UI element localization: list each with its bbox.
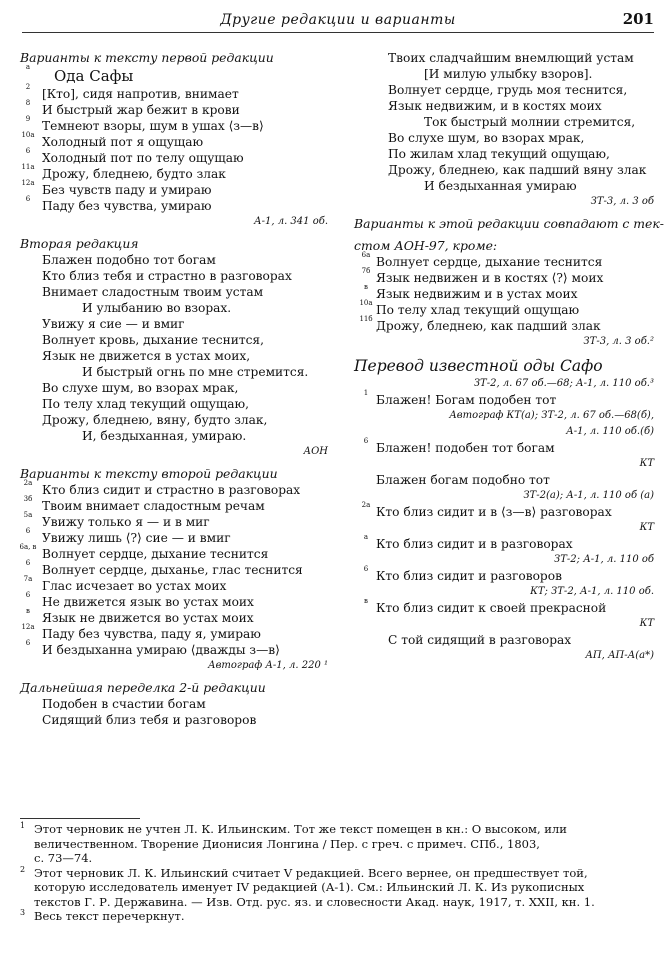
line-variant-marker: 12а — [21, 623, 35, 631]
source-reference: А-1, л. 110 об.(б) — [566, 426, 654, 437]
verse-line — [354, 472, 654, 488]
verse-line — [20, 380, 328, 396]
footnote-rule — [20, 818, 140, 819]
verse-text: Блажен подобно тот богам — [42, 253, 216, 267]
verse-text: Внимает сладостным твоим устам — [42, 285, 264, 299]
footnote-line: с. 73—74. — [34, 851, 93, 865]
footnote — [20, 909, 656, 924]
verse-line — [354, 178, 654, 194]
verse-line — [20, 623, 328, 642]
verse-text: Увижу лишь ⟨?⟩ сие — и вмиг — [42, 531, 231, 545]
line-variant-marker: 12а — [21, 179, 35, 187]
verse-line — [20, 332, 328, 348]
line-variant-marker: 6 — [25, 639, 31, 647]
source-reference: КТ; ЗТ-2, А-1, л. 110 об. — [530, 586, 654, 597]
verse-text: И, бездыханная, умираю. — [82, 429, 247, 443]
verse-line — [354, 283, 654, 302]
verse-line — [20, 284, 328, 300]
line-variant-marker: а — [363, 533, 369, 541]
verse-line — [354, 146, 654, 162]
verse-line — [354, 114, 654, 130]
footnote-line: текстов Г. Р. Державина. — Изв. Отд. рус. яз. и словесности Акад. наук, 1917, т. XXII, кн. 1. — [34, 894, 595, 909]
line-variant-marker: 6 — [25, 195, 31, 203]
verse-text: Увижу только я — и в миг — [42, 515, 210, 529]
verse-line — [354, 82, 654, 98]
verse-line — [20, 195, 328, 214]
verse-line — [354, 315, 654, 334]
verse-line — [20, 268, 328, 284]
line-variant-marker: 8 — [25, 99, 31, 107]
line-variant-marker: 6 — [25, 527, 31, 535]
line-variant-marker: 11а — [21, 163, 35, 171]
verse-line — [20, 252, 328, 268]
verse-text: Кто близ сидит и в разговорах — [376, 537, 573, 551]
verse-line — [354, 389, 654, 408]
line-variant-marker: 10а — [21, 131, 35, 139]
verse-line — [354, 437, 654, 456]
line-variant-marker: а — [25, 63, 31, 71]
section-heading: Варианты к этой редакции совпадают с тек- — [354, 216, 664, 231]
source-reference: ЗТ-3, л. 3 об — [590, 196, 654, 207]
verse-text: И улыбанию во взорах. — [82, 301, 232, 315]
source-reference: ЗТ-2, л. 67 об.—68; А-1, л. 110 об.³ — [473, 378, 654, 389]
footnotes — [20, 818, 656, 924]
source-reference: КТ — [639, 458, 654, 469]
verse-text: Сидящий близ тебя и разговоров — [42, 713, 257, 727]
section-heading: стом АОН-97, кроме: — [354, 238, 498, 253]
footnote-line: Этот черновик не учтен Л. К. Ильинским. Тот же текст помещен в кн.: О высоком, или — [34, 822, 567, 836]
source-reference: ЗТ-2(а); А-1, л. 110 об (а) — [523, 490, 654, 501]
source-reference: АОН — [303, 446, 328, 457]
verse-line — [20, 607, 328, 626]
verse-text: Блажен! подобен тот богам — [376, 441, 555, 455]
verse-line — [20, 348, 328, 364]
source-reference: АП, АП-А(а*) — [585, 650, 654, 661]
source-reference: ЗТ-3, л. 3 об.² — [583, 336, 654, 347]
verse-text: Паду без чувства, паду я, умираю — [42, 627, 261, 641]
verse-text: Во слухе шум, во взорах мрак, — [388, 131, 585, 145]
verse-line — [20, 83, 328, 102]
verse-text: Волнует сердце, грудь моя теснится, — [388, 83, 628, 97]
verse-text: Подобен в счастии богам — [42, 697, 206, 711]
verse-line — [20, 396, 328, 412]
line-variant-marker: 1 — [363, 389, 369, 397]
line-variant-marker: 2а — [361, 501, 371, 509]
footnote-line: Весь текст перечеркнут. — [34, 909, 185, 923]
verse-line — [354, 597, 654, 616]
line-variant-marker: в — [364, 283, 368, 291]
verse-line — [20, 412, 328, 428]
verse-line — [354, 565, 654, 584]
verse-text: Кто близ сидит к своей прекрасной — [376, 601, 607, 615]
verse-text: Дрожу, бледнею, как падший вяну злак — [388, 163, 647, 177]
verse-text: Волнует кровь, дыхание теснится, — [42, 333, 264, 347]
verse-text: Кто близ сидит и разговоров — [376, 569, 562, 583]
verse-text: И быстрый огнь по мне стремится. — [82, 365, 309, 379]
line-variant-marker: 6а — [361, 251, 371, 259]
verse-line — [354, 98, 654, 114]
footnote — [20, 822, 656, 866]
source-reference: ЗТ-2; А-1, л. 110 об — [554, 554, 654, 565]
verse-text: Блажен! Богам подобен тот — [376, 393, 557, 407]
line-variant-marker: 10а — [359, 299, 373, 307]
verse-text: По жилам хлад текущий ощущаю, — [388, 147, 610, 161]
line-variant-marker: 2а — [23, 479, 33, 487]
verse-text: С той сидящий в разговорах — [388, 633, 572, 647]
verse-text: Кто близ сидит и страстно в разговорах — [42, 483, 301, 497]
verse-text: И бездыханна умираю ⟨дважды з—в⟩ — [42, 643, 280, 657]
verse-text: Не движется язык во устах моих — [42, 595, 254, 609]
verse-text: Холодный пот по телу ощущаю — [42, 151, 244, 165]
verse-line — [354, 162, 654, 178]
line-variant-marker: 5а — [23, 511, 33, 519]
verse-text: И быстрый жар бежит в крови — [42, 103, 240, 117]
footnote-number: 1 — [20, 821, 26, 830]
verse-text: Твоим внимает сладостным речам — [42, 499, 265, 513]
line-variant-marker: 7а — [23, 575, 33, 583]
verse-text: Темнеют взоры, шум в ушах ⟨з—в⟩ — [42, 119, 264, 133]
verse-text: Ток быстрый молнии стремится, — [424, 115, 636, 129]
verse-text: Дрожу, бледнею, вяну, будто злак, — [42, 413, 268, 427]
line-variant-marker: 6 — [25, 591, 31, 599]
source-reference: Автограф КТ(а); ЗТ-2, л. 67 об.—68(б), — [449, 410, 654, 421]
verse-text: Твоих сладчайшим внемлющий устам — [388, 51, 634, 65]
verse-line — [20, 591, 328, 610]
verse-text: Волнует сердце, дыхание теснится — [376, 255, 603, 269]
verse-line — [20, 179, 328, 198]
verse-line — [20, 147, 328, 166]
verse-text: Кто близ сидит и в ⟨з—в⟩ разговорах — [376, 505, 612, 519]
verse-line — [20, 115, 328, 134]
right-column — [354, 50, 664, 664]
verse-line — [354, 50, 654, 66]
line-variant-marker: 6 — [363, 565, 369, 573]
source-reference: КТ — [639, 618, 654, 629]
verse-line — [20, 639, 328, 658]
source-reference: Автограф А-1, л. 220 ¹ — [208, 660, 328, 671]
verse-line — [20, 712, 328, 728]
line-variant-marker: 6 — [363, 437, 369, 445]
verse-text: Волнует сердце, дыхание теснится — [42, 547, 269, 561]
verse-line — [20, 163, 328, 182]
line-variant-marker: 7б — [361, 267, 371, 275]
verse-line — [354, 501, 654, 520]
verse-text: По телу хлад текущий ощущаю — [376, 303, 580, 317]
verse-line — [20, 511, 328, 530]
verse-line — [20, 527, 328, 546]
verse-line — [354, 251, 654, 270]
verse-text: Кто близ тебя и страстно в разговорах — [42, 269, 292, 283]
verse-text: Блажен богам подобно тот — [376, 473, 550, 487]
line-variant-marker: 6а, в — [19, 543, 37, 551]
verse-text: Ода Сафы — [54, 67, 134, 85]
verse-line — [20, 300, 328, 316]
line-variant-marker: в — [364, 597, 368, 605]
verse-line — [20, 495, 328, 514]
section-heading: Варианты к тексту первой редакции — [20, 50, 274, 65]
line-variant-marker: 6 — [25, 559, 31, 567]
running-head-title: Другие редакции и варианты — [220, 12, 456, 28]
line-variant-marker: 3б — [23, 495, 33, 503]
verse-text: Язык не движется в устах моих, — [42, 349, 251, 363]
verse-line — [20, 131, 328, 150]
footnote-number: 2 — [20, 864, 26, 874]
section-heading: Дальнейшая переделка 2-й редакции — [20, 680, 266, 695]
verse-text: Дрожу, бледнею, как падший злак — [376, 319, 601, 333]
verse-text: Паду без чувства, умираю — [42, 199, 212, 213]
verse-line — [20, 99, 328, 118]
footnote-line: величественном. Творение Дионисия Лонгина / Пер. с греч. с примеч. СПб., 1803, — [34, 836, 540, 851]
verse-text: И бездыханная умираю — [424, 179, 577, 193]
verse-line — [20, 479, 328, 498]
verse-line — [19, 543, 328, 562]
running-head — [22, 10, 654, 33]
footnote-number: 3 — [20, 908, 26, 917]
footnote-line: Этот черновик Л. К. Ильинский считает V редакцией. Всего вернее, он предшествует той, — [34, 865, 588, 880]
footnote — [20, 866, 656, 910]
verse-text: Язык не движется во устах моих — [42, 611, 254, 625]
source-reference: КТ — [639, 522, 654, 533]
verse-text: По телу хлад текущий ощущаю, — [42, 397, 249, 411]
verse-text: Волнует сердце, дыханье, глас теснится — [42, 563, 303, 577]
verse-text: [И милую улыбку взоров]. — [424, 67, 593, 81]
section-heading: Варианты к тексту второй редакции — [20, 466, 278, 481]
line-variant-marker: 2 — [25, 83, 31, 91]
verse-line — [354, 632, 654, 648]
verse-text: Язык недвижим, и в костях моих — [388, 99, 602, 113]
verse-text: Увижу я сие — и вмиг — [42, 317, 185, 331]
verse-line — [20, 364, 328, 380]
verse-line — [354, 533, 654, 552]
section-heading: Перевод известной оды Сафо — [354, 357, 603, 375]
verse-line — [20, 696, 328, 712]
verse-line — [20, 575, 328, 594]
verse-text: Язык недвижим и в устах моих — [376, 287, 578, 301]
left-column — [20, 50, 328, 728]
line-variant-marker: в — [26, 607, 30, 615]
verse-line — [20, 63, 328, 86]
section-heading: Вторая редакция — [20, 236, 139, 251]
footnote-line: которую исследователь именует IV редакцией (А-1). См.: Ильинский Л. К. Из рукописных — [34, 880, 585, 894]
line-variant-marker: 11б — [359, 315, 373, 323]
verse-text: Холодный пот я ощущаю — [42, 135, 204, 149]
verse-text: [Кто], сидя напротив, внимает — [42, 87, 239, 101]
verse-line — [20, 559, 328, 578]
verse-line — [20, 428, 328, 444]
verse-line — [354, 66, 654, 82]
verse-text: Без чувств паду и умираю — [42, 183, 212, 197]
line-variant-marker: 6 — [25, 147, 31, 155]
verse-text: Глас исчезает во устах моих — [42, 579, 227, 593]
verse-text: Дрожу, бледнею, будто злак — [42, 167, 226, 181]
verse-line — [354, 130, 654, 146]
source-reference: А-1, л. 341 об. — [254, 216, 328, 227]
verse-line — [20, 316, 328, 332]
line-variant-marker: 9 — [25, 115, 31, 123]
page-number: 201 — [622, 10, 654, 28]
verse-line — [354, 299, 654, 318]
verse-text: Язык недвижен и в костях ⟨?⟩ моих — [376, 271, 604, 285]
verse-line — [354, 267, 654, 286]
verse-text: Во слухе шум, во взорах мрак, — [42, 381, 239, 395]
